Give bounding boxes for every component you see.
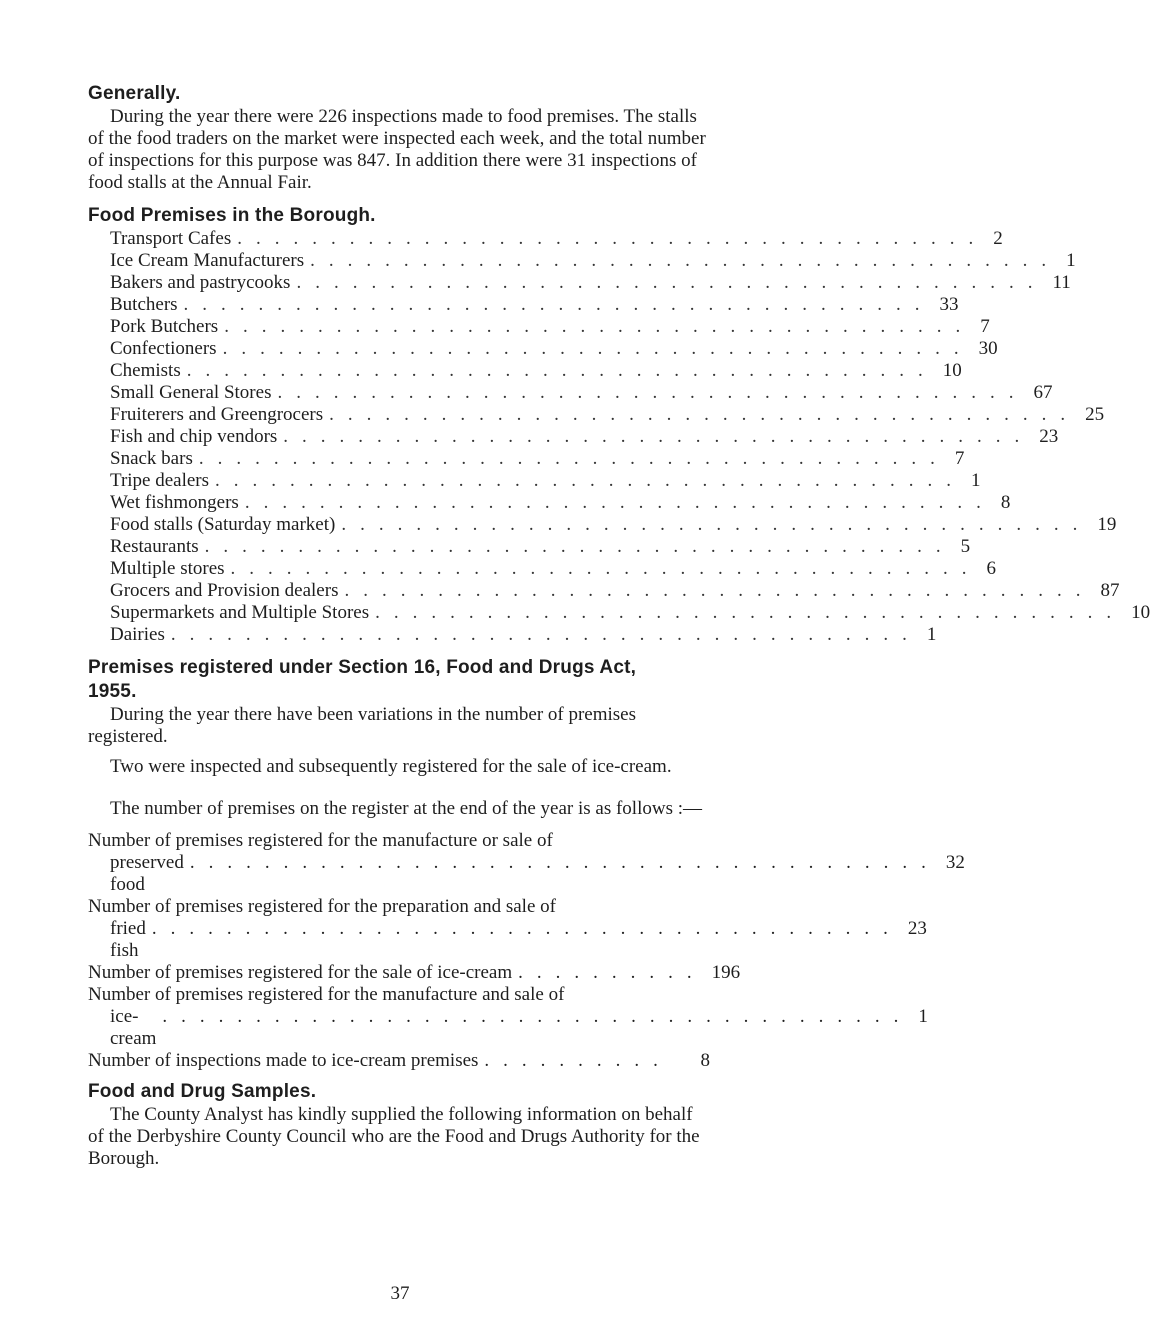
register-entry: Number of inspections made to ice-cream premises .......... 8 bbox=[88, 1050, 710, 1071]
food-premises-list bbox=[88, 228, 1150, 646]
list-item: Confectioners ........................................ 30 bbox=[110, 338, 998, 359]
list-item: Transport Cafes ........................................ 2 bbox=[110, 228, 1003, 249]
list-item: Supermarkets and Multiple Stores ........................................ 10 bbox=[110, 602, 1150, 623]
register-entry: Number of premises registered for the manufacture and sale of ice-cream ........................................ 1 bbox=[88, 984, 928, 1049]
samples-paragraph: The County Analyst has kindly supplied the following information on behalf of the Derbyshire County Council who are the Food and Drugs Authority for the Borough. bbox=[88, 1104, 700, 1169]
document-page bbox=[88, 82, 1150, 1170]
list-item: Food stalls (Saturday market) ........................................ 19 bbox=[110, 514, 1117, 535]
food-premises-heading: Food Premises in the Borough. bbox=[88, 205, 376, 226]
registered-paragraph-3: The number of premises on the register at the end of the year is as follows :— bbox=[110, 798, 702, 819]
generally-heading: Generally. bbox=[88, 83, 181, 104]
register-entry: Number of premises registered for the manufacture or sale of preserved food ........................................ 32 bbox=[88, 830, 965, 895]
page-number: 37 bbox=[390, 1283, 410, 1304]
list-item: Bakers and pastrycooks ........................................ 11 bbox=[110, 272, 1071, 293]
registered-heading bbox=[88, 656, 710, 704]
register-entry: Number of premises registered for the sale of ice-cream .......... 196 bbox=[88, 962, 741, 983]
list-item: Fish and chip vendors ........................................ 23 bbox=[110, 426, 1059, 447]
list-item: Snack bars ........................................ 7 bbox=[110, 448, 965, 469]
list-item: Pork Butchers ........................................ 7 bbox=[110, 316, 990, 337]
list-item: Multiple stores ........................................ 6 bbox=[110, 558, 997, 579]
list-item: Butchers ........................................ 33 bbox=[110, 294, 959, 315]
registered-heading-line1: Premises registered under Section 16, Food and Drugs Act, bbox=[88, 657, 637, 678]
list-item: Ice Cream Manufacturers ........................................ 1 bbox=[110, 250, 1076, 271]
registered-paragraph-1: During the year there have been variations in the number of premises registered. bbox=[88, 704, 637, 747]
list-item: Grocers and Provision dealers ........................................ 87 bbox=[110, 580, 1120, 601]
list-item: Dairies ........................................ 1 bbox=[110, 624, 937, 645]
registered-paragraph-2: Two were inspected and subsequently registered for the sale of ice-cream. bbox=[110, 756, 672, 777]
samples-heading: Food and Drug Samples. bbox=[88, 1081, 317, 1102]
list-item: Tripe dealers ........................................ 1 bbox=[110, 470, 981, 491]
registered-heading-line2: 1955. bbox=[88, 681, 137, 702]
list-item: Fruiterers and Greengrocers ........................................ 25 bbox=[110, 404, 1105, 425]
list-item: Wet fishmongers ........................................ 8 bbox=[110, 492, 1011, 513]
list-item: Small General Stores ........................................ 67 bbox=[110, 382, 1053, 403]
register-entry: Number of premises registered for the preparation and sale of fried fish ........................................ 23 bbox=[88, 896, 927, 961]
generally-paragraph: During the year there were 226 inspections made to food premises. The stalls of the food traders on the market were inspected each week, and the total number of inspections for this purpose was 847. In addition there were 31 inspections of food stalls at the Annual Fair. bbox=[88, 106, 706, 193]
list-item: Restaurants ........................................ 5 bbox=[110, 536, 971, 557]
list-item: Chemists ........................................ 10 bbox=[110, 360, 962, 381]
